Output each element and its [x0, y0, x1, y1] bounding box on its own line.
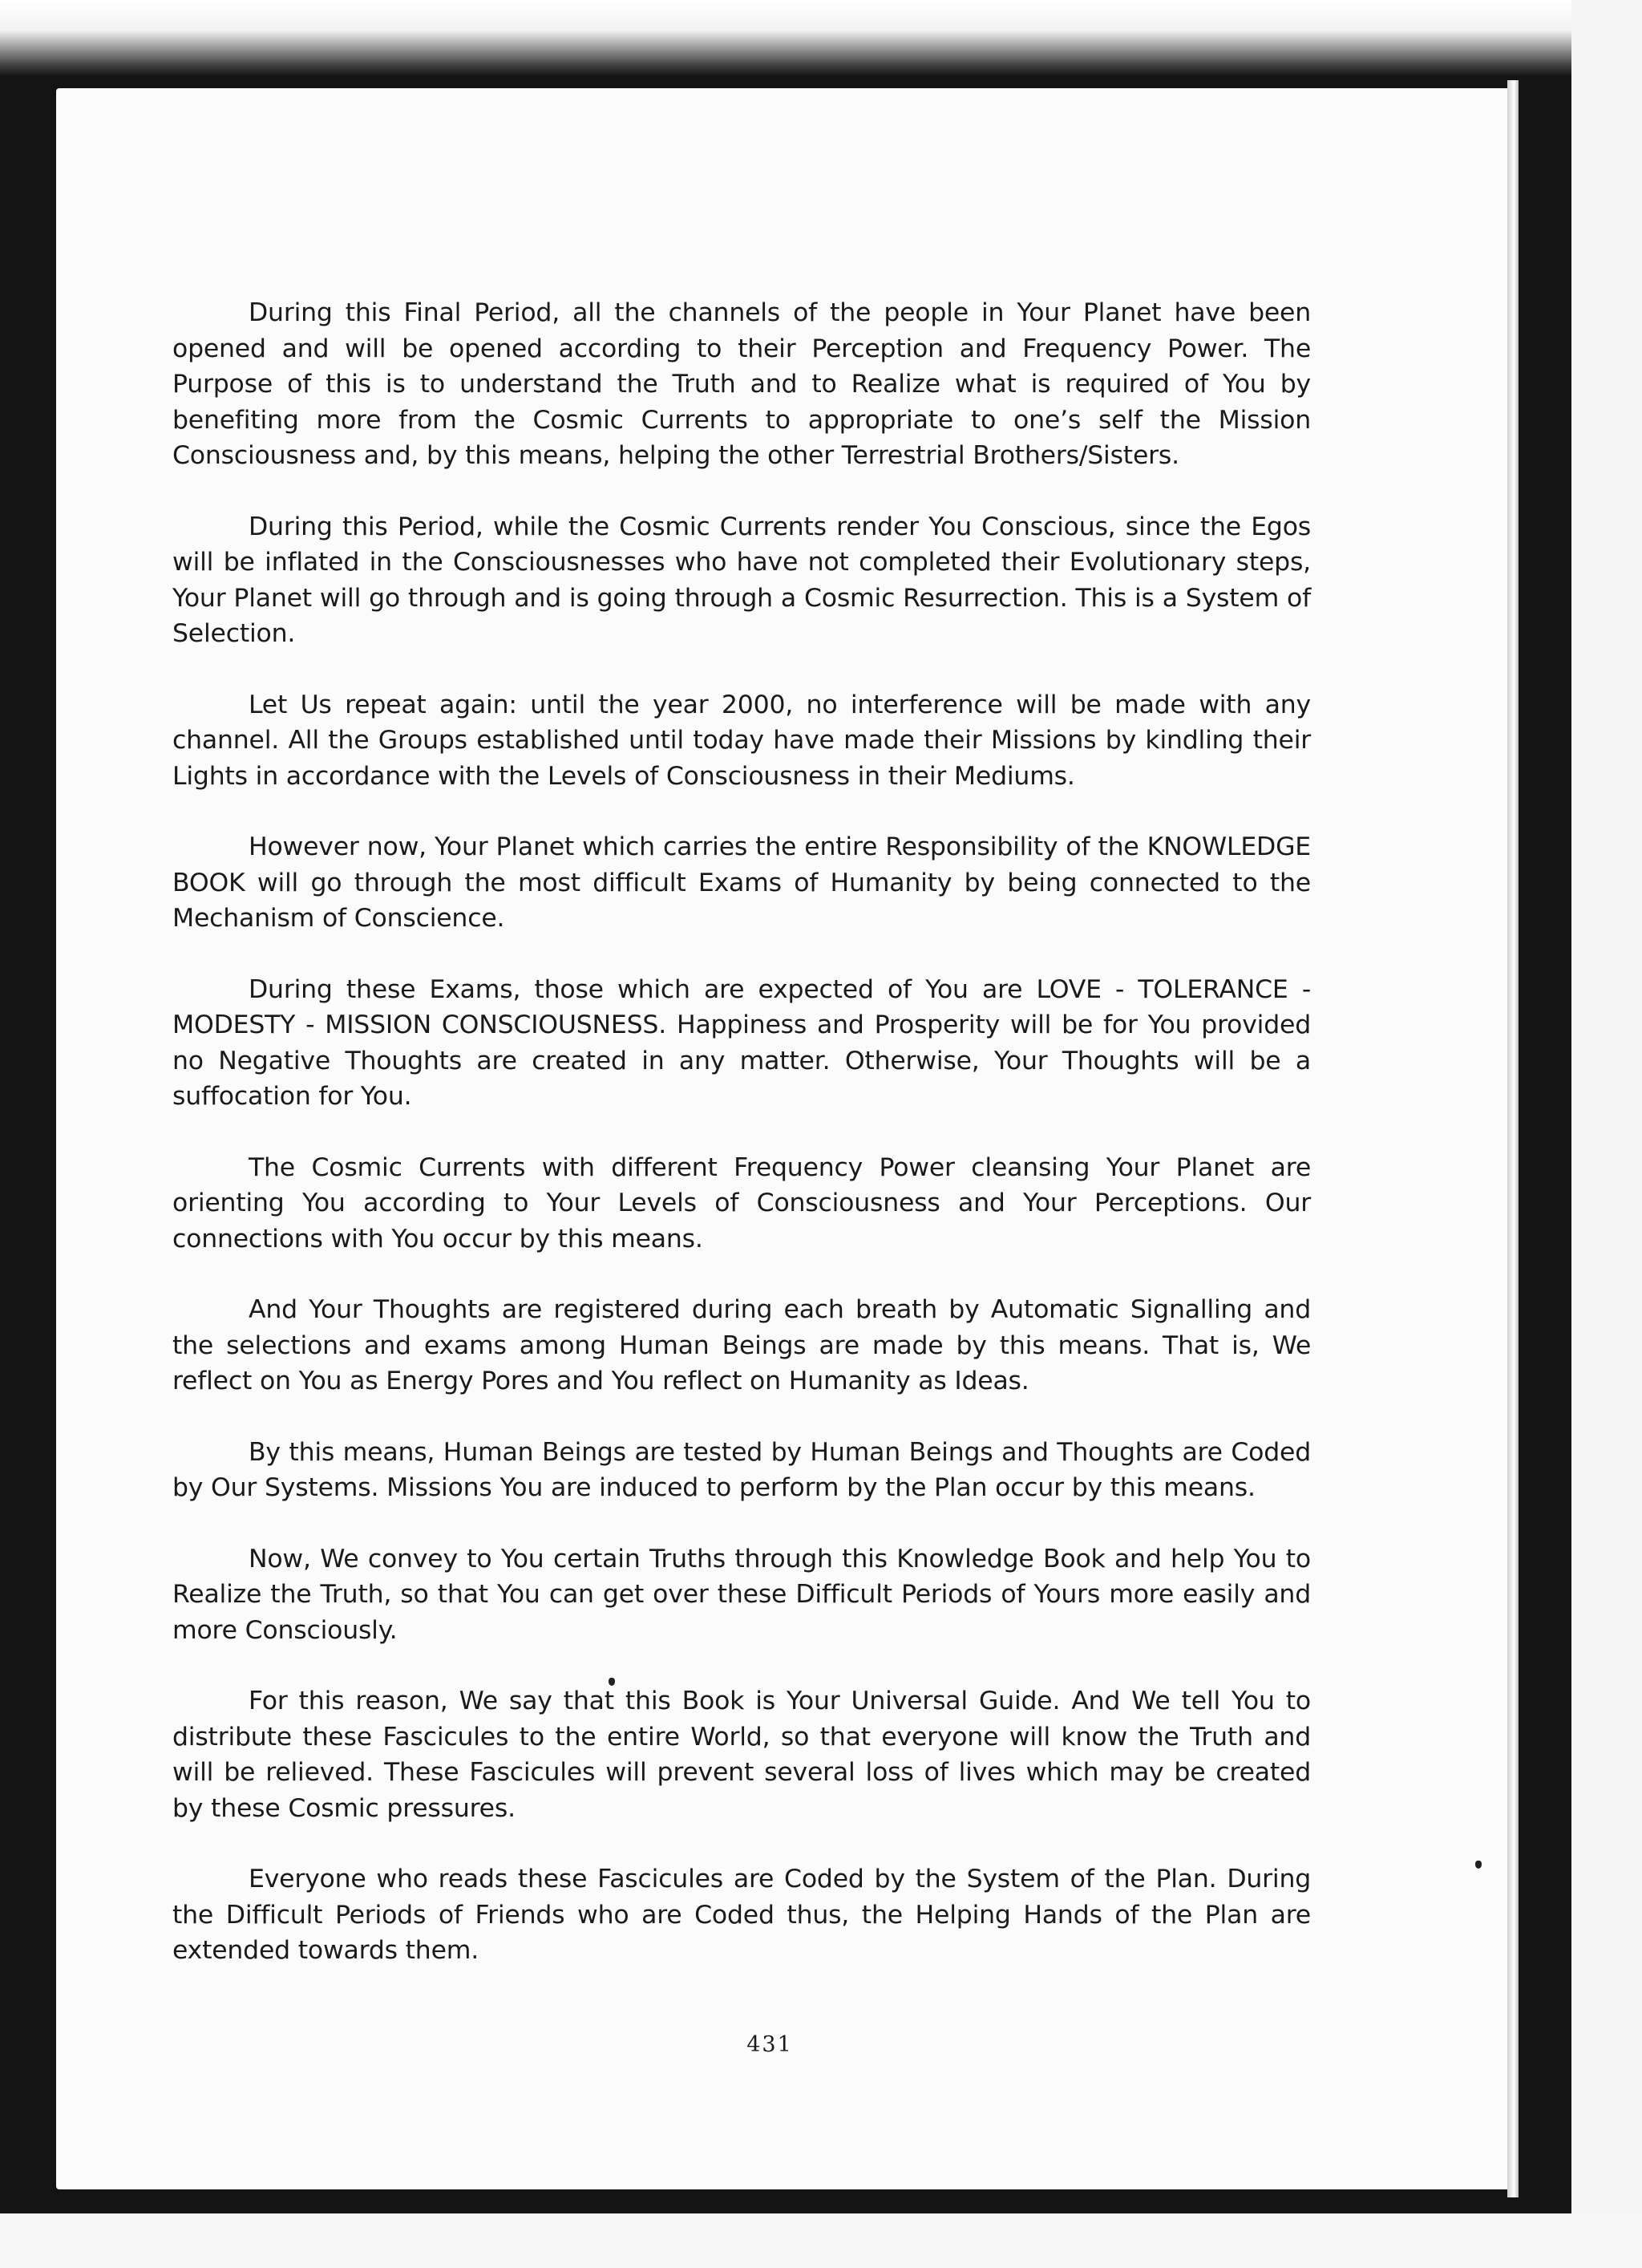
paragraph: However now, Your Planet which carries the entire Responsibility of the KNOWLEDGE BOOK will go through the most difficult Exams of Humanity by being connected to the Mechanism of Conscience. [172, 832, 1311, 933]
paragraph: During this Period, while the Cosmic Currents render You Conscious, since the Egos will be inflated in the Consciousnesses who have not completed their Evolutionary steps, Your Planet will go through and is going through a Cosmic Resurrection. This is a System of Selection. [172, 512, 1311, 648]
paragraph: Everyone who reads these Fascicules are Coded by the System of the Plan. During the Difficult Periods of Friends who are Coded thus, the Helping Hands of the Plan are extended towards them. [172, 1865, 1311, 1965]
page-edge [1507, 80, 1519, 2197]
paragraph: During this Final Period, all the channels of the people in Your Planet have been opened and will be opened according to their Perception and Frequency Power. The Purpose of this is to understand the Truth and to Realize what is required of You by benefiting more from the Cosmic Currents to appropriate to one’s self the Mission Consciousness and, by this means, helping the other Terrestrial Brothers/Sisters. [172, 298, 1311, 470]
page-body [172, 295, 1311, 2004]
paragraph: For this reason, We say that this Book is Your Universal Guide. And We tell You to distribute these Fascicules to the entire World, so that everyone will know the Truth and will be relieved. These Fascicules will prevent several loss of lives which may be created by these Cosmic pressures. [172, 1687, 1311, 1823]
page-number: 431 [746, 2032, 793, 2057]
paragraph: Now, We convey to You certain Truths through this Knowledge Book and help You to Realize the Truth, so that You can get over these Difficult Periods of Yours more easily and more Consciously. [172, 1544, 1311, 1645]
paragraph: By this means, Human Beings are tested by Human Beings and Thoughts are Coded by Our Systems. Missions You are induced to perform by the Plan occur by this means. [172, 1437, 1311, 1502]
scan-speck [1475, 1861, 1482, 1869]
paragraph: The Cosmic Currents with different Frequency Power cleansing Your Planet are orienting You according to Your Levels of Consciousness and Your Perceptions. Our connections with You occur by this means. [172, 1152, 1311, 1253]
paragraph: Let Us repeat again: until the year 2000, no interference will be made with any channel. All the Groups established until today have made their Missions by kindling their Lights in accordance with the Levels of Consciousness in their Mediums. [172, 690, 1311, 791]
paragraph: During these Exams, those which are expected of You are LOVE - TOLERANCE - MODESTY - MISSION CONSCIOUSNESS. Happiness and Prosperity will be for You provided no Negative Thoughts are created in any matter. Otherwise, Your Thoughts will be a suffocation for You. [172, 974, 1311, 1111]
scan-right-margin [1571, 0, 1642, 2268]
scan-bottom-margin [0, 2213, 1642, 2268]
scan-top-edge [0, 0, 1642, 76]
scan-speck [609, 1678, 615, 1686]
paragraph: And Your Thoughts are registered during each breath by Automatic Signalling and the selections and exams among Human Beings are made by this means. That is, We reflect on You as Energy Pores and You reflect on Humanity as Ideas. [172, 1295, 1311, 1395]
